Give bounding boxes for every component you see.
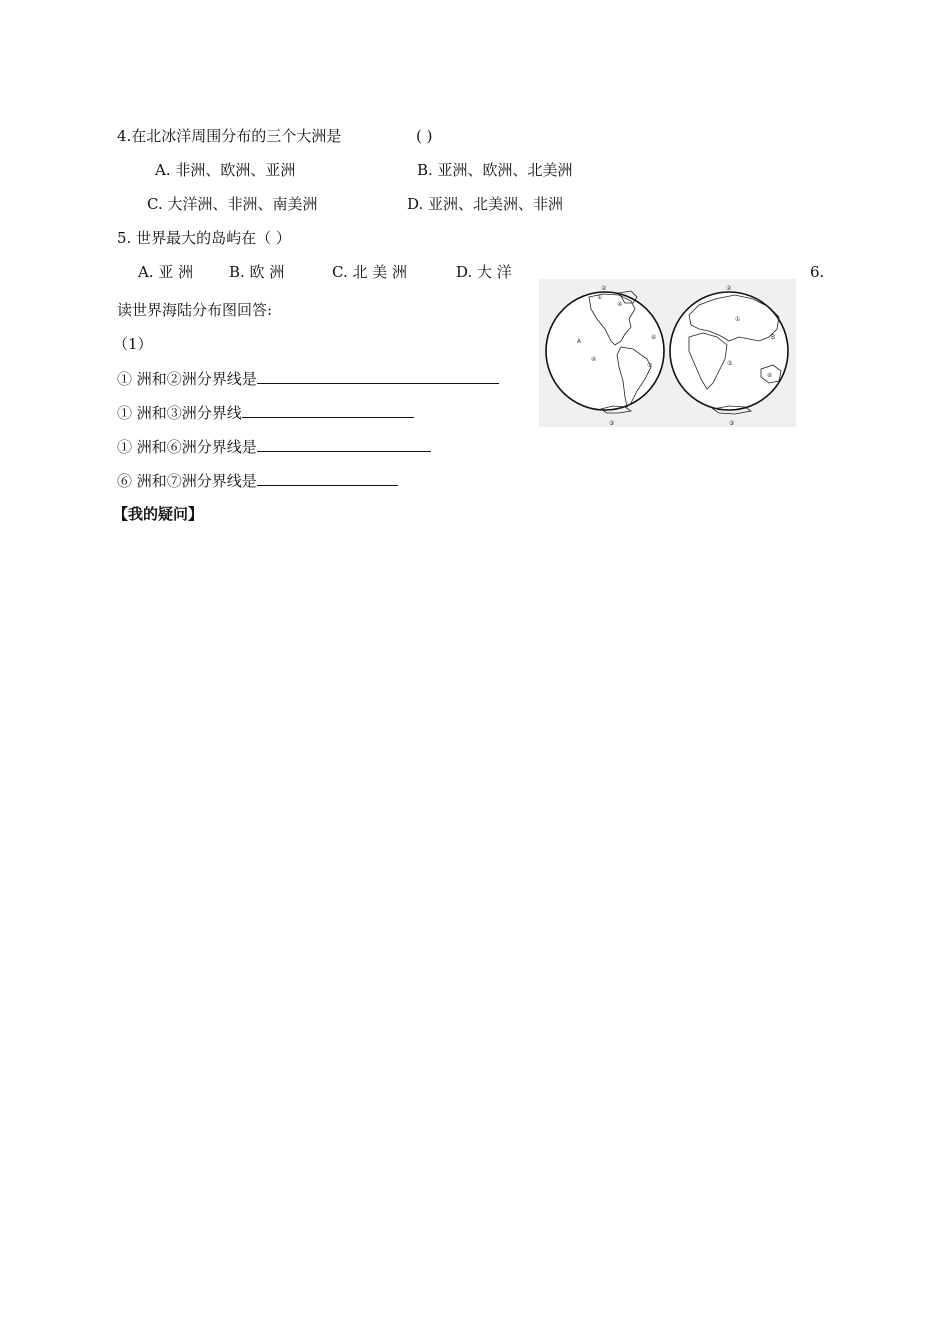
map-label-east-3: ③	[729, 420, 735, 427]
map-label-east-5: ⑤	[727, 360, 733, 367]
map-label-west-7: ⑦	[647, 362, 653, 369]
q6-line-4-text: ⑥ 洲和⑦洲分界线是	[117, 472, 257, 490]
answer-blank-3[interactable]	[257, 437, 431, 452]
my-questions-heading: 【我的疑问】	[113, 505, 204, 523]
q4-stem	[117, 127, 341, 145]
q6-line-2	[117, 403, 414, 422]
q6-line-3-text: ① 洲和⑥洲分界线是	[117, 438, 257, 456]
answer-blank-2[interactable]	[242, 403, 414, 418]
map-label-ocean-b: B	[771, 334, 776, 341]
q6-line-2-text: ① 洲和③洲分界线	[117, 404, 242, 422]
q6-stem: 读世界海陆分布图回答:	[117, 301, 273, 319]
map-label-west-3: ③	[609, 420, 615, 427]
q6-line-1-text: ① 洲和②洲分界线是	[117, 370, 257, 388]
map-label-east-6: ⑥	[767, 372, 773, 379]
q5-option-c: C. 北 美 洲	[332, 263, 408, 281]
map-label-east-2: ②	[726, 285, 732, 292]
map-label-east-1: ①	[735, 316, 741, 323]
q6-part-label: （1）	[113, 335, 153, 353]
q4-option-a: A. 非洲、欧洲、亚洲	[155, 161, 296, 179]
q5-option-a: A. 亚 洲	[138, 263, 194, 281]
map-label-west-1: ①	[597, 294, 603, 301]
answer-blank-1[interactable]	[257, 369, 499, 384]
q4-option-d: D. 亚洲、北美洲、非洲	[407, 195, 564, 213]
q5-option-d: D. 大 洋	[456, 263, 512, 281]
q4-option-c: C. 大洋洲、非洲、南美洲	[147, 195, 318, 213]
q5-option-b: B. 欧 洲	[229, 263, 285, 281]
q4-option-b: B. 亚洲、欧洲、北美洲	[417, 161, 573, 179]
q4-answer-paren: ( )	[416, 127, 433, 145]
map-label-west-4a: ④	[617, 301, 623, 308]
map-label-ocean-a: A	[577, 338, 582, 345]
q6-line-1	[117, 369, 499, 388]
eastern-hemisphere	[670, 292, 788, 410]
q6-line-4	[117, 471, 398, 490]
q6-line-3	[117, 437, 431, 456]
q5-stem: 5. 世界最大的岛屿在（ ）	[117, 229, 291, 247]
map-label-west-6: ⑥	[651, 334, 657, 341]
map-label-west-2: ②	[601, 285, 607, 292]
western-hemisphere	[546, 292, 664, 410]
answer-blank-4[interactable]	[257, 471, 398, 486]
world-hemispheres-map	[539, 279, 796, 427]
map-label-west-4b: ④	[591, 356, 597, 363]
map-svg	[539, 279, 796, 427]
q4-stem-text: 4.在北冰洋周围分布的三个大洲是	[117, 127, 342, 145]
q6-number: 6.	[810, 263, 825, 281]
